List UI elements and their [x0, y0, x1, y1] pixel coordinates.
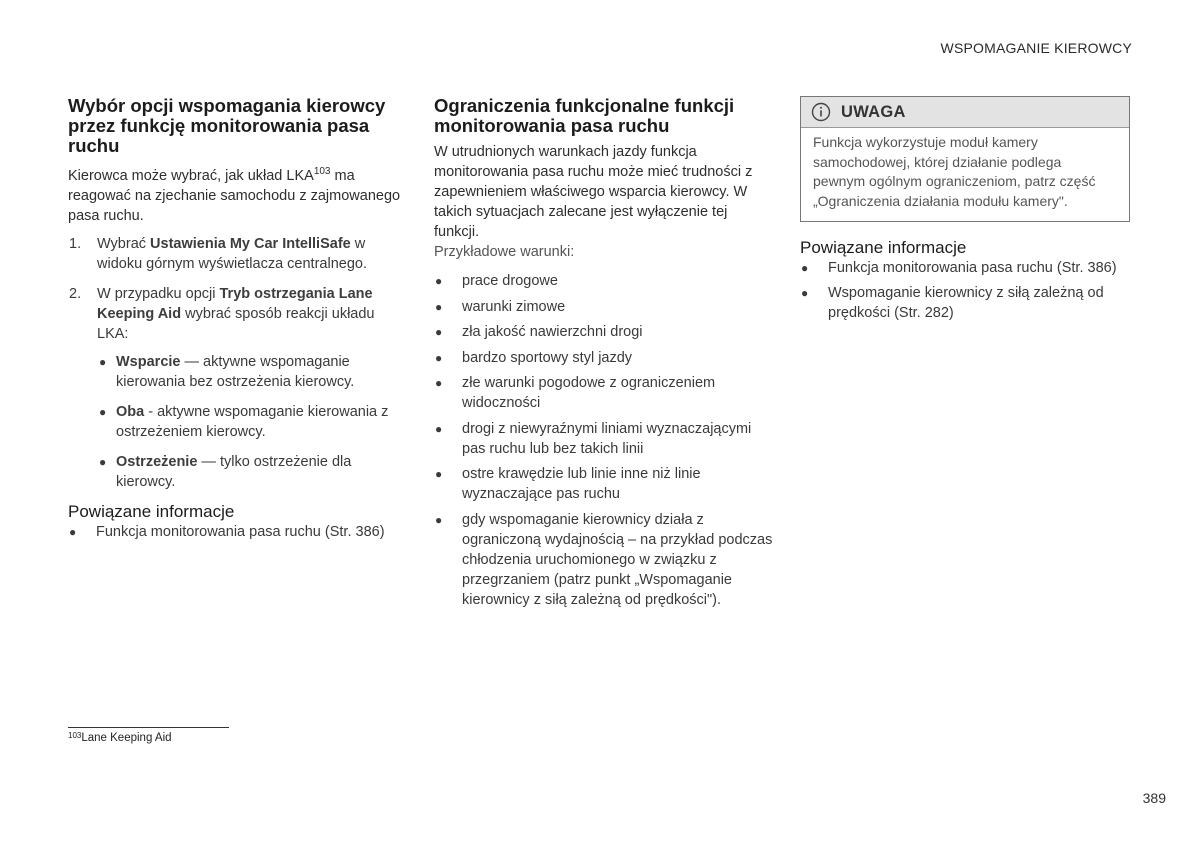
related-link[interactable] — [800, 258, 1132, 278]
bullet-icon: ● — [435, 299, 443, 314]
condition-text: złe warunki pogodowe z ograniczeniem widoczności — [462, 375, 716, 411]
bullet-icon: ● — [435, 325, 443, 339]
list-item — [434, 271, 774, 291]
condition-text: drogi z niewyraźnymi liniami wyznaczającymi pas ruchu lub bez takich linii — [462, 420, 752, 457]
bullet-icon: ● — [435, 376, 443, 390]
menu-intellisafe: IntelliSafe — [282, 235, 351, 252]
mode-name: Oba — [116, 403, 145, 420]
notice-text: Funkcja wykorzystuje moduł kamery samochodowej, której działanie podlega pewnym ogólnym ograniczeniom, patrz część „Ograniczenia działania modułu kamery". — [813, 134, 1096, 209]
list-item — [434, 348, 774, 368]
bullet-icon: ● — [801, 261, 809, 275]
list-item — [434, 322, 774, 342]
footnote-divider — [68, 727, 229, 728]
section-title-limitations: Ograniczenia funkcjonalne funkcji monitorowania pasa ruchu — [434, 95, 735, 136]
related-link-text[interactable]: Funkcja monitorowania pasa ruchu (Str. 386) — [828, 260, 1117, 276]
step-number: 1. — [69, 235, 82, 252]
examples-label: Przykładowe warunki: — [434, 244, 575, 260]
condition-text: warunki zimowe — [462, 298, 566, 315]
page-number: 389 — [1142, 790, 1166, 806]
bullet-icon: ● — [435, 512, 443, 527]
related-link-text[interactable]: Funkcja monitorowania pasa ruchu (Str. 386) — [96, 523, 385, 540]
related-link[interactable] — [800, 283, 1132, 323]
modes-list — [97, 352, 408, 492]
column-notice — [800, 96, 1132, 328]
notice-header — [801, 97, 1129, 128]
step-text: W przypadku opcji — [97, 285, 220, 302]
condition-text: zła jakość nawierzchni drogi — [462, 324, 643, 340]
list-item — [434, 297, 774, 317]
notice-box — [800, 96, 1130, 222]
condition-text: bardzo sportowy styl jazdy — [462, 349, 633, 366]
bullet-icon: ● — [99, 354, 107, 369]
list-item — [434, 373, 774, 413]
related-info-title: Powiązane informacje — [800, 238, 967, 257]
step-text: wybrać sposób reakcji układu LKA: — [97, 305, 375, 342]
bullet-icon: ● — [99, 404, 107, 419]
condition-text: ostre krawędzie lub linie inne niż linie wyznaczające pas ruchu — [462, 466, 701, 502]
bullet-icon: ● — [801, 286, 809, 300]
related-list — [68, 522, 408, 542]
step-text: w widoku górnym wyświetlacza centralnego. — [97, 235, 367, 272]
bullet-icon: ● — [435, 274, 443, 288]
mode-description: — aktywne wspomaganie kierowania bez ostrzeżenia kierowcy. — [116, 353, 355, 390]
section-title-lka-options: Wybór opcji wspomagania kierowcy przez funkcję monitorowania pasa ruchu — [68, 95, 386, 156]
column-lka-options — [68, 96, 408, 547]
list-item — [434, 464, 774, 504]
step-number: 2. — [69, 285, 82, 302]
related-info — [800, 238, 1132, 323]
mode-name: Wsparcie — [116, 353, 181, 370]
related-list — [800, 258, 1132, 323]
step-item — [68, 234, 408, 274]
mode-name: Ostrzeżenie — [116, 453, 198, 470]
conditions-list — [434, 271, 774, 610]
section-header: WSPOMAGANIE KIEROWCY — [940, 40, 1132, 56]
mode-description: - aktywne wspomaganie kierowania z ostrzeżeniem kierowcy. — [116, 403, 389, 440]
steps-list — [68, 234, 408, 492]
intro-text: Kierowca może wybrać, jak układ LKA — [68, 167, 314, 184]
list-item — [97, 452, 408, 492]
list-item — [434, 510, 774, 610]
footnote-number: 103 — [68, 731, 82, 740]
menu-ustawienia: Ustawienia — [150, 235, 226, 252]
intro-paragraph: W utrudnionych warunkach jazdy funkcja monitorowania pasa ruchu może mieć trudności z zapewnieniem właściwego wsparcia kierowcy. W takich sytuacjach zalecane jest wyłączenie tej funkcji. — [434, 144, 753, 240]
list-item — [97, 352, 408, 392]
footnote — [68, 731, 172, 744]
list-item — [434, 419, 774, 459]
column-limitations — [434, 96, 774, 615]
related-info — [68, 502, 408, 542]
condition-text: gdy wspomaganie kierownicy działa z ograniczoną wydajnością – na przykład podczas chłodzenia uruchomionego w związku z przegrzaniem (patrz punkt „Wspomaganie kierownicy z siłą zależną od prędkości"). — [462, 511, 773, 608]
menu-my-car: My Car — [229, 235, 279, 252]
related-info-title: Powiązane informacje — [68, 501, 235, 521]
related-link[interactable] — [68, 522, 408, 542]
footnote-text: Lane Keeping Aid — [81, 732, 172, 744]
list-item — [97, 402, 408, 442]
condition-text: prace drogowe — [462, 273, 558, 289]
bullet-icon: ● — [435, 350, 443, 365]
step-item — [68, 284, 408, 492]
intro-text-cont: ma reagować na zjechanie samochodu z zajmowanego pasa ruchu. — [68, 167, 401, 224]
bullet-icon: ● — [435, 467, 443, 481]
step-text: Wybrać — [97, 235, 151, 252]
mode-description: — tylko ostrzeżenie dla kierowcy. — [116, 453, 352, 490]
option-lka-warning-mode: Tryb ostrzegania Lane Keeping Aid — [97, 285, 373, 322]
bullet-icon: ● — [99, 454, 107, 469]
bullet-icon: ● — [69, 524, 77, 539]
notice-title: UWAGA — [841, 102, 906, 121]
related-link-text[interactable]: Wspomaganie kierownicy z siłą zależną od prędkości (Str. 282) — [828, 285, 1104, 321]
bullet-icon: ● — [435, 421, 443, 436]
intro-paragraph — [68, 162, 408, 226]
info-icon — [811, 102, 831, 122]
footnote-ref[interactable]: 103 — [313, 166, 331, 177]
